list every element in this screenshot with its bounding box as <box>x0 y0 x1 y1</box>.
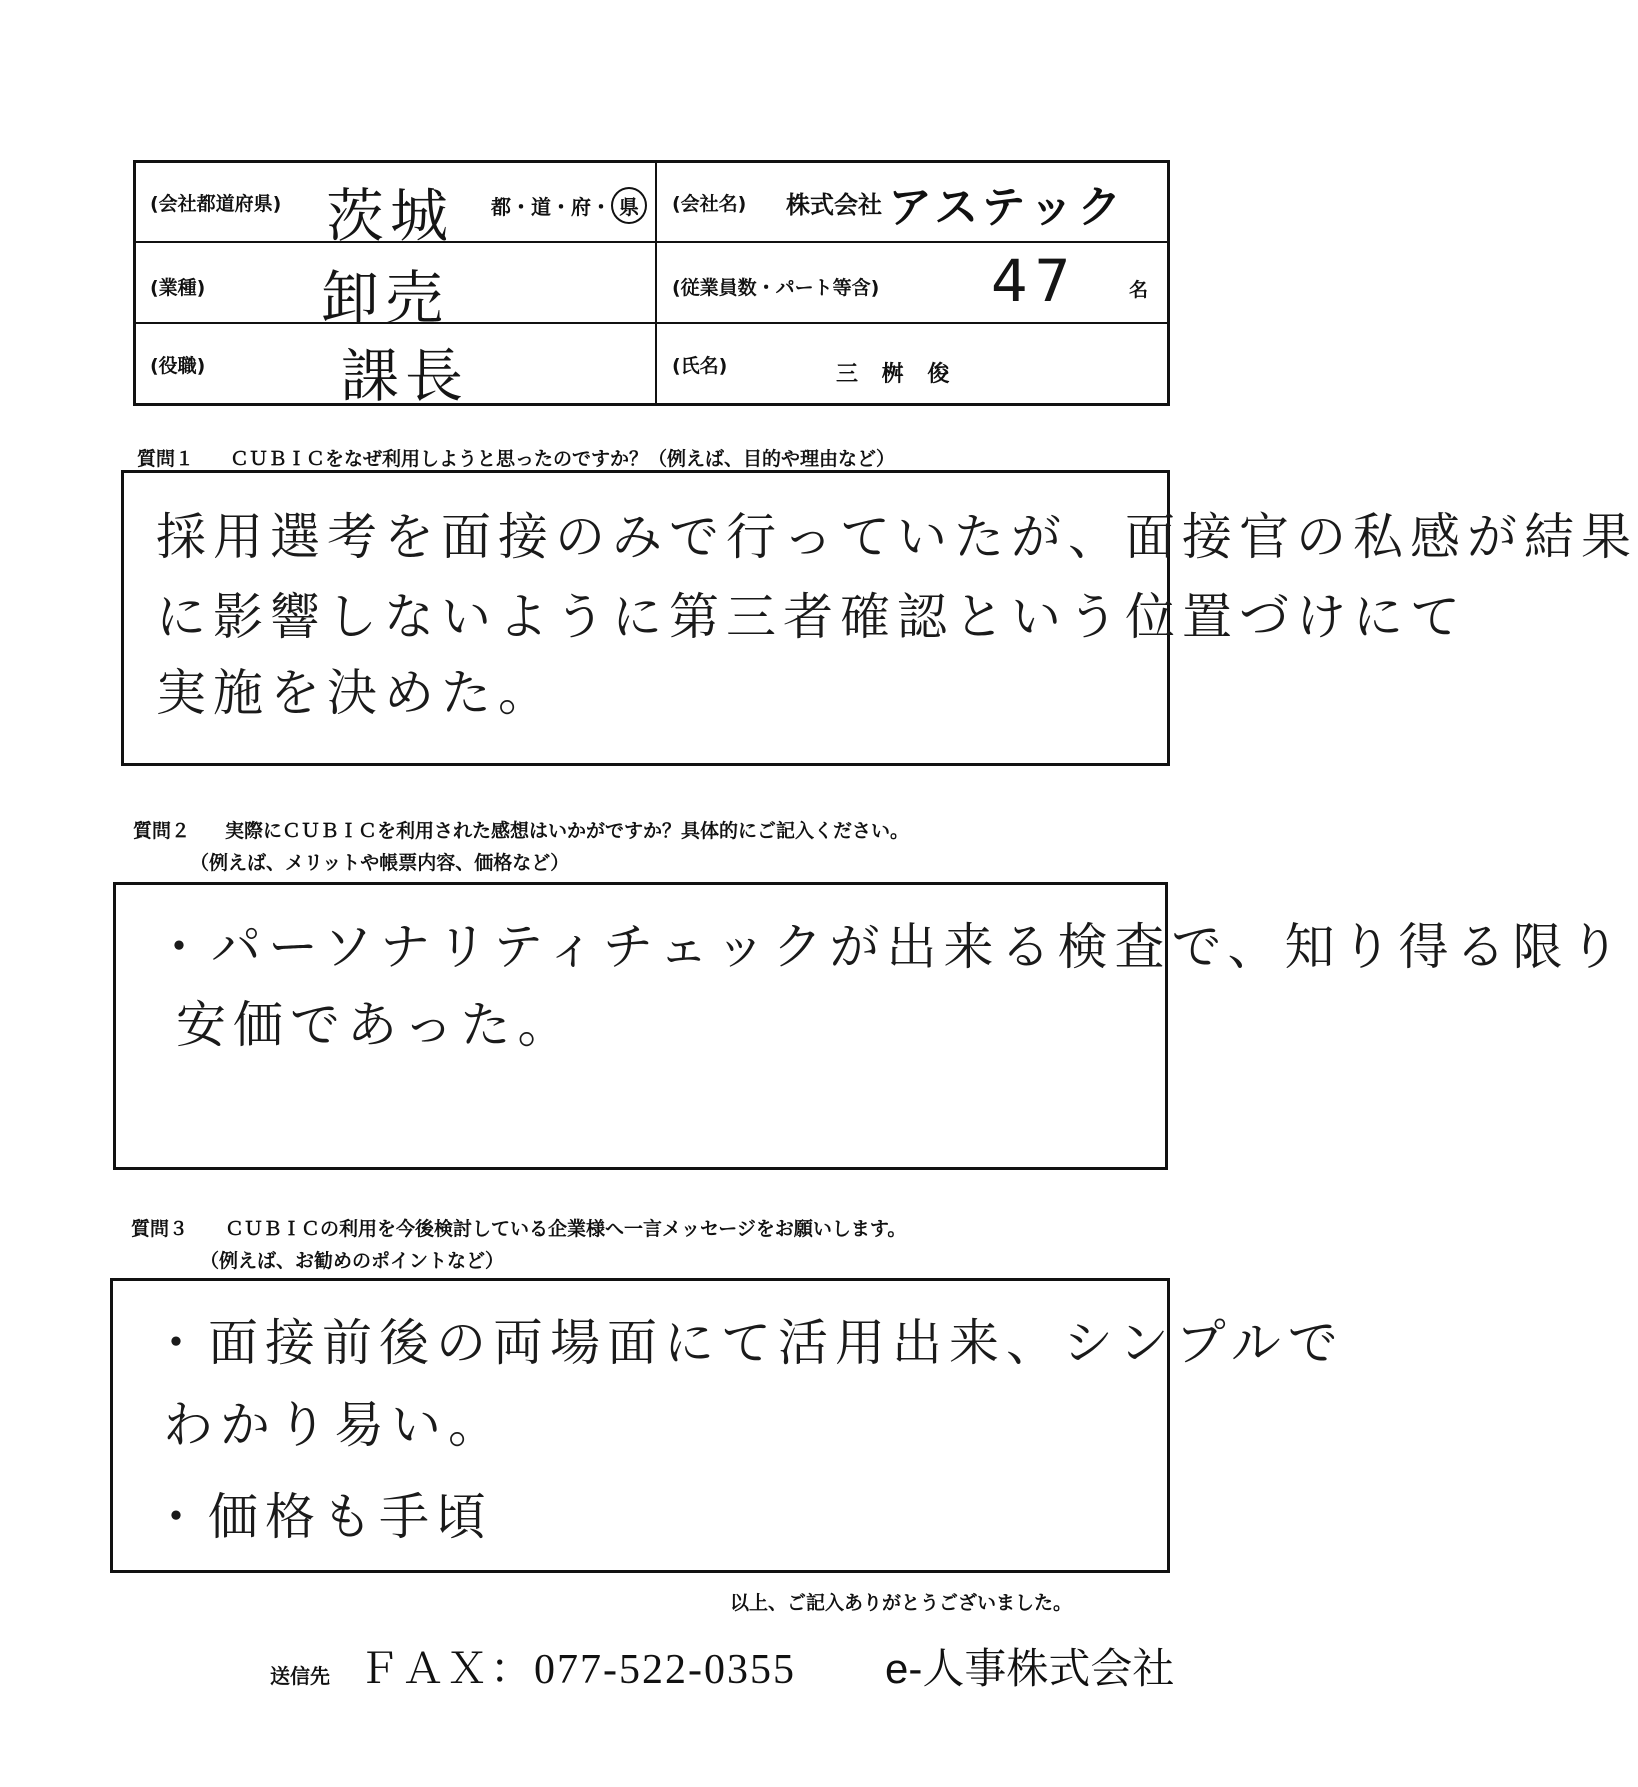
company-label: (会社名) <box>672 193 747 215</box>
column-divider <box>655 163 657 403</box>
question-3-example: （例えば、お勧めのポイントなど） <box>200 1250 505 1272</box>
name-value: 三 桝 俊 <box>836 362 958 387</box>
employees-value: 47 <box>991 247 1077 315</box>
answer-1-line-3: 実施を決めた。 <box>156 664 555 722</box>
prefecture-selected: 県 <box>611 187 647 224</box>
question-1-title: ＣＵＢＩＣをなぜ利用しようと思ったのですか？（例えば、目的や理由など） <box>230 448 896 470</box>
question-2-example: （例えば、メリットや帳票内容、価格など） <box>190 852 570 874</box>
answer-1-line-2: に影響しないように第三者確認という位置づけにて <box>156 588 1467 646</box>
answer-box-2 <box>113 882 1627 1170</box>
info-table <box>133 160 1170 410</box>
company-name: アステック <box>888 182 1126 233</box>
answer-3-line-3: ・価格も手頃 <box>151 1488 493 1546</box>
prefecture-label: (会社都道府県) <box>150 193 282 215</box>
question-3-number: 質問３ <box>131 1218 189 1240</box>
prefecture-options-text: 都・道・府・ <box>491 195 611 219</box>
industry-label: (業種) <box>150 277 206 299</box>
question-2-title: 実際にＣＵＢＩＣを利用された感想はいかがですか？具体的にご記入ください。 <box>225 820 910 842</box>
industry-value: 卸売 <box>321 264 450 332</box>
answer-3-line-1: ・面接前後の両場面にて活用出来、シンプルで <box>151 1314 1345 1372</box>
company-prefix: 株式会社 <box>786 191 882 219</box>
row-divider <box>136 322 1167 324</box>
thanks-note: 以上、ご記入ありがとうございました。 <box>730 1592 1073 1614</box>
answer-3-line-2: わかり易い。 <box>163 1396 505 1454</box>
fax-number: ＦＡＸ：077-522-0355 <box>358 1647 796 1693</box>
question-1-number: 質問１ <box>137 448 195 470</box>
prefecture-value: 茨城 <box>326 182 455 250</box>
position-value: 課長 <box>341 342 470 410</box>
answer-1-line-1: 採用選考を面接のみで行っていたが、面接官の私感が結果 <box>156 508 1638 566</box>
send-to-label: 送信先 <box>270 1664 330 1688</box>
answer-2-line-2: 安価であった。 <box>176 996 575 1054</box>
row-divider <box>136 241 1167 243</box>
name-label: (氏名) <box>672 355 728 377</box>
footer-company: e-人事株式会社 <box>885 1645 1175 1692</box>
employees-unit: 名 <box>1129 279 1149 301</box>
answer-2-line-1: ・パーソナリティチェックが出来る検査で、知り得る限り <box>154 918 1627 976</box>
prefecture-options <box>491 187 647 224</box>
answer-box-1 <box>121 470 1638 766</box>
question-3-title: ＣＵＢＩＣの利用を今後検討している企業様へ一言メッセージをお願いします。 <box>225 1218 907 1240</box>
employees-label: (従業員数・パート等含) <box>672 277 880 299</box>
position-label: (役職) <box>150 355 206 377</box>
answer-box-3 <box>110 1278 1345 1573</box>
question-2-number: 質問２ <box>133 820 191 842</box>
